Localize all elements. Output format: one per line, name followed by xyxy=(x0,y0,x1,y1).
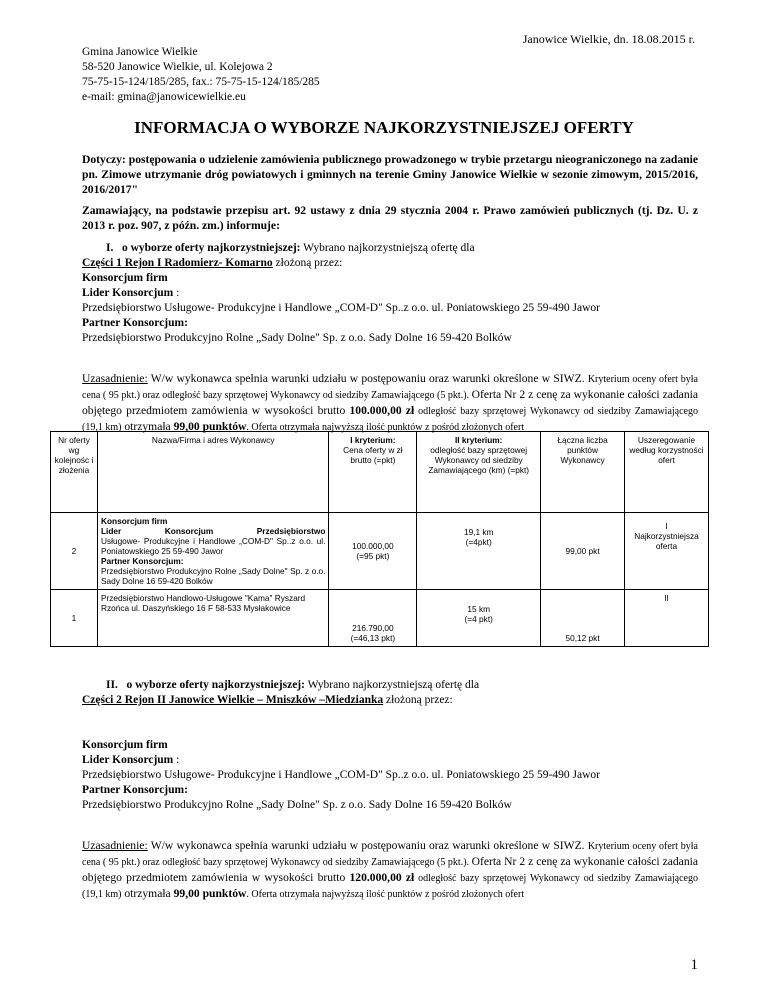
page-number: 1 xyxy=(690,957,698,973)
row-leader: Lider Konsorcjum Przedsiębiorstwo xyxy=(100,526,326,536)
section2-part-rest: złożoną przez: xyxy=(383,694,453,706)
justification-distance: odległość bazy sprzętowej Wykonawcy od siedziby Zamawiającego (19,1 km) xyxy=(82,406,698,433)
justification-conclusion: . Oferta otrzymała najwyższą ilość punktów z pośród złożonych ofert xyxy=(246,422,525,433)
cell-distance xyxy=(417,513,541,590)
section1-number: I. xyxy=(106,242,114,254)
section1-leader-label xyxy=(82,286,179,301)
price-value: 216.790,00 xyxy=(352,623,394,633)
section2-part xyxy=(82,693,453,708)
criterion-1-desc: Cena oferty w zł brutto (=pkt) xyxy=(343,445,403,465)
section2-number: II. xyxy=(106,679,118,691)
criterion-2-label: II kryterium: xyxy=(454,435,503,445)
justification-points: 99,00 punktów xyxy=(173,420,247,433)
document-date: Janowice Wielkie, dn. 18.08.2015 r. xyxy=(522,32,695,46)
justification-offer: Oferta Nr 2 z cenę za wykonanie całości zadania objętego przedmiotem zamówienia w wysokości brutto xyxy=(82,388,698,417)
cell-ranking: II xyxy=(625,590,709,647)
address-line: e-mail: gmina@janowicewielkie.eu xyxy=(82,91,246,103)
row-consortium: Konsorcjum firm xyxy=(100,516,168,526)
justification-label: Uzasadnienie: xyxy=(82,372,148,385)
header-offer-number: Nr oferty wg kolejnośc i złożenia xyxy=(51,432,98,513)
leader-label: Lider Konsorcjum xyxy=(82,287,174,299)
justification-conclusion: . Oferta otrzymała najwyższą ilość punktów z pośród złożonych ofert xyxy=(246,889,525,900)
justification-received: otrzymała xyxy=(121,420,174,433)
leader-label: Lider Konsorcjum xyxy=(82,754,174,766)
section2-heading xyxy=(106,678,479,693)
section1-heading-rest: Wybrano najkorzystniejszą ofertę dla xyxy=(300,242,475,254)
cell-price xyxy=(329,590,417,647)
cell-distance xyxy=(417,590,541,647)
rank-note: Najkorzystniejsza oferta xyxy=(634,531,699,551)
distance-points: (=4pkt) xyxy=(465,537,492,547)
justification-price: 100.000,00 zł xyxy=(349,404,415,417)
price-points: (=95 pkt) xyxy=(356,551,390,561)
cell-contractor-name: Przedsiębiorstwo Handlowo-Usługowe "Kama" Ryszard Rzońca ul. Daszyńskiego 16 F 58-533 Mysłakowice xyxy=(97,590,328,647)
section2-partner-label: Partner Konsorcjum: xyxy=(82,784,188,796)
leader-colon: : xyxy=(173,287,180,299)
justification-received: otrzymała xyxy=(121,887,174,900)
cell-offer-number: 2 xyxy=(51,513,98,590)
address-line: Gmina Janowice Wielkie xyxy=(82,46,198,58)
document-title: INFORMACJA O WYBORZE NAJKORZYSTNIEJSZEJ OFERTY xyxy=(134,118,634,137)
section1-consortium: Konsorcjum firm xyxy=(82,272,168,284)
cell-ranking xyxy=(625,513,709,590)
leader-colon: : xyxy=(173,754,180,766)
justification-label: Uzasadnienie: xyxy=(82,839,148,852)
justification-text: W/w wykonawca spełnia warunki udziału w postępowaniu oraz warunki określone w SIWZ. xyxy=(147,839,588,852)
section2-leader-label xyxy=(82,753,179,768)
criterion-1-label: I kryterium: xyxy=(350,435,396,445)
section1-partner: Przedsiębiorstwo Produkcyjno Rolne „Sady Dolne" Sp. z o.o. Sady Dolne 16 59-420 Bolków xyxy=(82,332,512,344)
cell-offer-number: 1 xyxy=(51,590,98,647)
header-criterion-2 xyxy=(417,432,541,513)
justification-criteria: Kryterium oceny ofert była cena ( 95 pkt.) oraz odległość bazy sprzętowej Wykonawcy od siedziby Zamawiającego (5 pkt.). xyxy=(82,841,698,868)
justification-criteria: Kryterium oceny ofert była cena ( 95 pkt.) oraz odległość bazy sprzętowej Wykonawcy od siedziby Zamawiającego (5 pkt.). xyxy=(82,374,698,401)
section2-part-name: Części 2 Rejon II Janowice Wielkie – Mniszków –Miedzianka xyxy=(82,694,384,706)
section1-heading xyxy=(106,241,475,256)
justification-text: W/w wykonawca spełnia warunki udziału w postępowaniu oraz warunki określone w SIWZ. xyxy=(147,372,588,385)
cell-total: 50,12 pkt xyxy=(541,590,625,647)
section2-heading-rest: Wybrano najkorzystniejszą ofertę dla xyxy=(304,679,480,691)
section1-justification xyxy=(82,371,698,435)
distance-points: (=4 pkt) xyxy=(464,614,493,624)
criterion-2-desc: odległość bazy sprzętowej Wykonawcy od siedziby Zamawiającego (km) (=pkt) xyxy=(428,445,530,475)
section1-heading-text: o wyborze oferty najkorzystniejszej: xyxy=(121,242,301,254)
cell-price xyxy=(329,513,417,590)
section1-part xyxy=(82,256,342,271)
section1-partner-label: Partner Konsorcjum: xyxy=(82,317,188,329)
section2-heading-text: o wyborze oferty najkorzystniejszej: xyxy=(126,679,305,691)
section2-consortium: Konsorcjum firm xyxy=(82,739,168,751)
section1-leader: Przedsiębiorstwo Usługowe- Produkcyjne i Handlowe „COM-D" Sp..z o.o. ul. Poniatowskiego 25 59-490 Jawor xyxy=(82,302,600,314)
row-leader-details: Usługowe- Produkcyjne i Handlowe „COM-D" Sp..z o.o. ul. Poniatowskiego 25 59-490 Jawor xyxy=(100,536,326,556)
section1-part-name: Części 1 Rejon I Radomierz- Komarno xyxy=(82,257,273,269)
justification-distance: odległość bazy sprzętowej Wykonawcy od siedziby Zamawiającego (19,1 km) xyxy=(82,873,698,900)
header-contractor-name: Nazwa/Firma i adres Wykonawcy xyxy=(97,432,328,513)
offers-table xyxy=(50,431,709,647)
header-criterion-1 xyxy=(329,432,417,513)
section2-leader: Przedsiębiorstwo Usługowe- Produkcyjne i Handlowe „COM-D" Sp..z o.o. ul. Poniatowskiego 25 59-490 Jawor xyxy=(82,769,600,781)
legal-basis-paragraph: Zamawiający, na podstawie przepisu art. 92 ustawy z dnia 29 stycznia 2004 r. Prawo zamówień publicznych (tj. Dz. U. z 2013 r. poz. 907, z późn. zm.) informuje: xyxy=(82,204,698,232)
section1-part-rest: złożoną przez: xyxy=(272,257,343,269)
section2-partner: Przedsiębiorstwo Produkcyjno Rolne „Sady Dolne" Sp. z o.o. Sady Dolne 16 59-420 Bolków xyxy=(82,799,512,811)
cell-total: 99,00 pkt xyxy=(541,513,625,590)
justification-points: 99,00 punktów xyxy=(173,887,247,900)
header-ranking: Uszeregowanie według korzystności ofert xyxy=(625,432,709,513)
table-row xyxy=(51,513,709,590)
cell-contractor-name xyxy=(97,513,328,590)
section2-justification xyxy=(82,838,698,902)
price-points: (=46,13 pkt) xyxy=(350,633,396,643)
justification-offer: Oferta Nr 2 z cenę za wykonanie całości zadania objętego przedmiotem zamówienia w wysokości brutto xyxy=(82,855,698,884)
table-row xyxy=(51,590,709,647)
row-partner-details: Przedsiębiorstwo Produkcyjno Rolne „Sady Dolne" Sp. z o.o. Sady Dolne 16 59-420 Bolków xyxy=(100,566,326,586)
subject-paragraph: Dotyczy: postępowania o udzielenie zamówienia publicznego prowadzonego w trybie przetargu nieograniczonego na zadanie pn. Zimowe utrzymanie dróg powiatowych i gminnych na terenie Gminy Janowice Wielkie w sezonie zimowym, 2015/2016, 2016/2017" xyxy=(82,153,698,196)
distance-value: 15 km xyxy=(467,604,490,614)
justification-price: 120.000,00 zł xyxy=(349,871,415,884)
row-partner-label: Partner Konsorcjum: xyxy=(100,556,184,566)
distance-value: 19,1 km xyxy=(463,527,494,537)
address-line: 75-75-15-124/185/285, fax.: 75-75-15-124/185/285 xyxy=(82,76,320,88)
address-line: 58-520 Janowice Wielkie, ul. Kolejowa 2 xyxy=(82,61,273,73)
rank-value: I xyxy=(665,521,668,531)
table-header-row xyxy=(51,432,709,513)
header-total-points: Łączna liczba punktów Wykonawcy xyxy=(541,432,625,513)
sender-address-block xyxy=(82,45,320,105)
price-value: 100.000,00 xyxy=(352,541,394,551)
